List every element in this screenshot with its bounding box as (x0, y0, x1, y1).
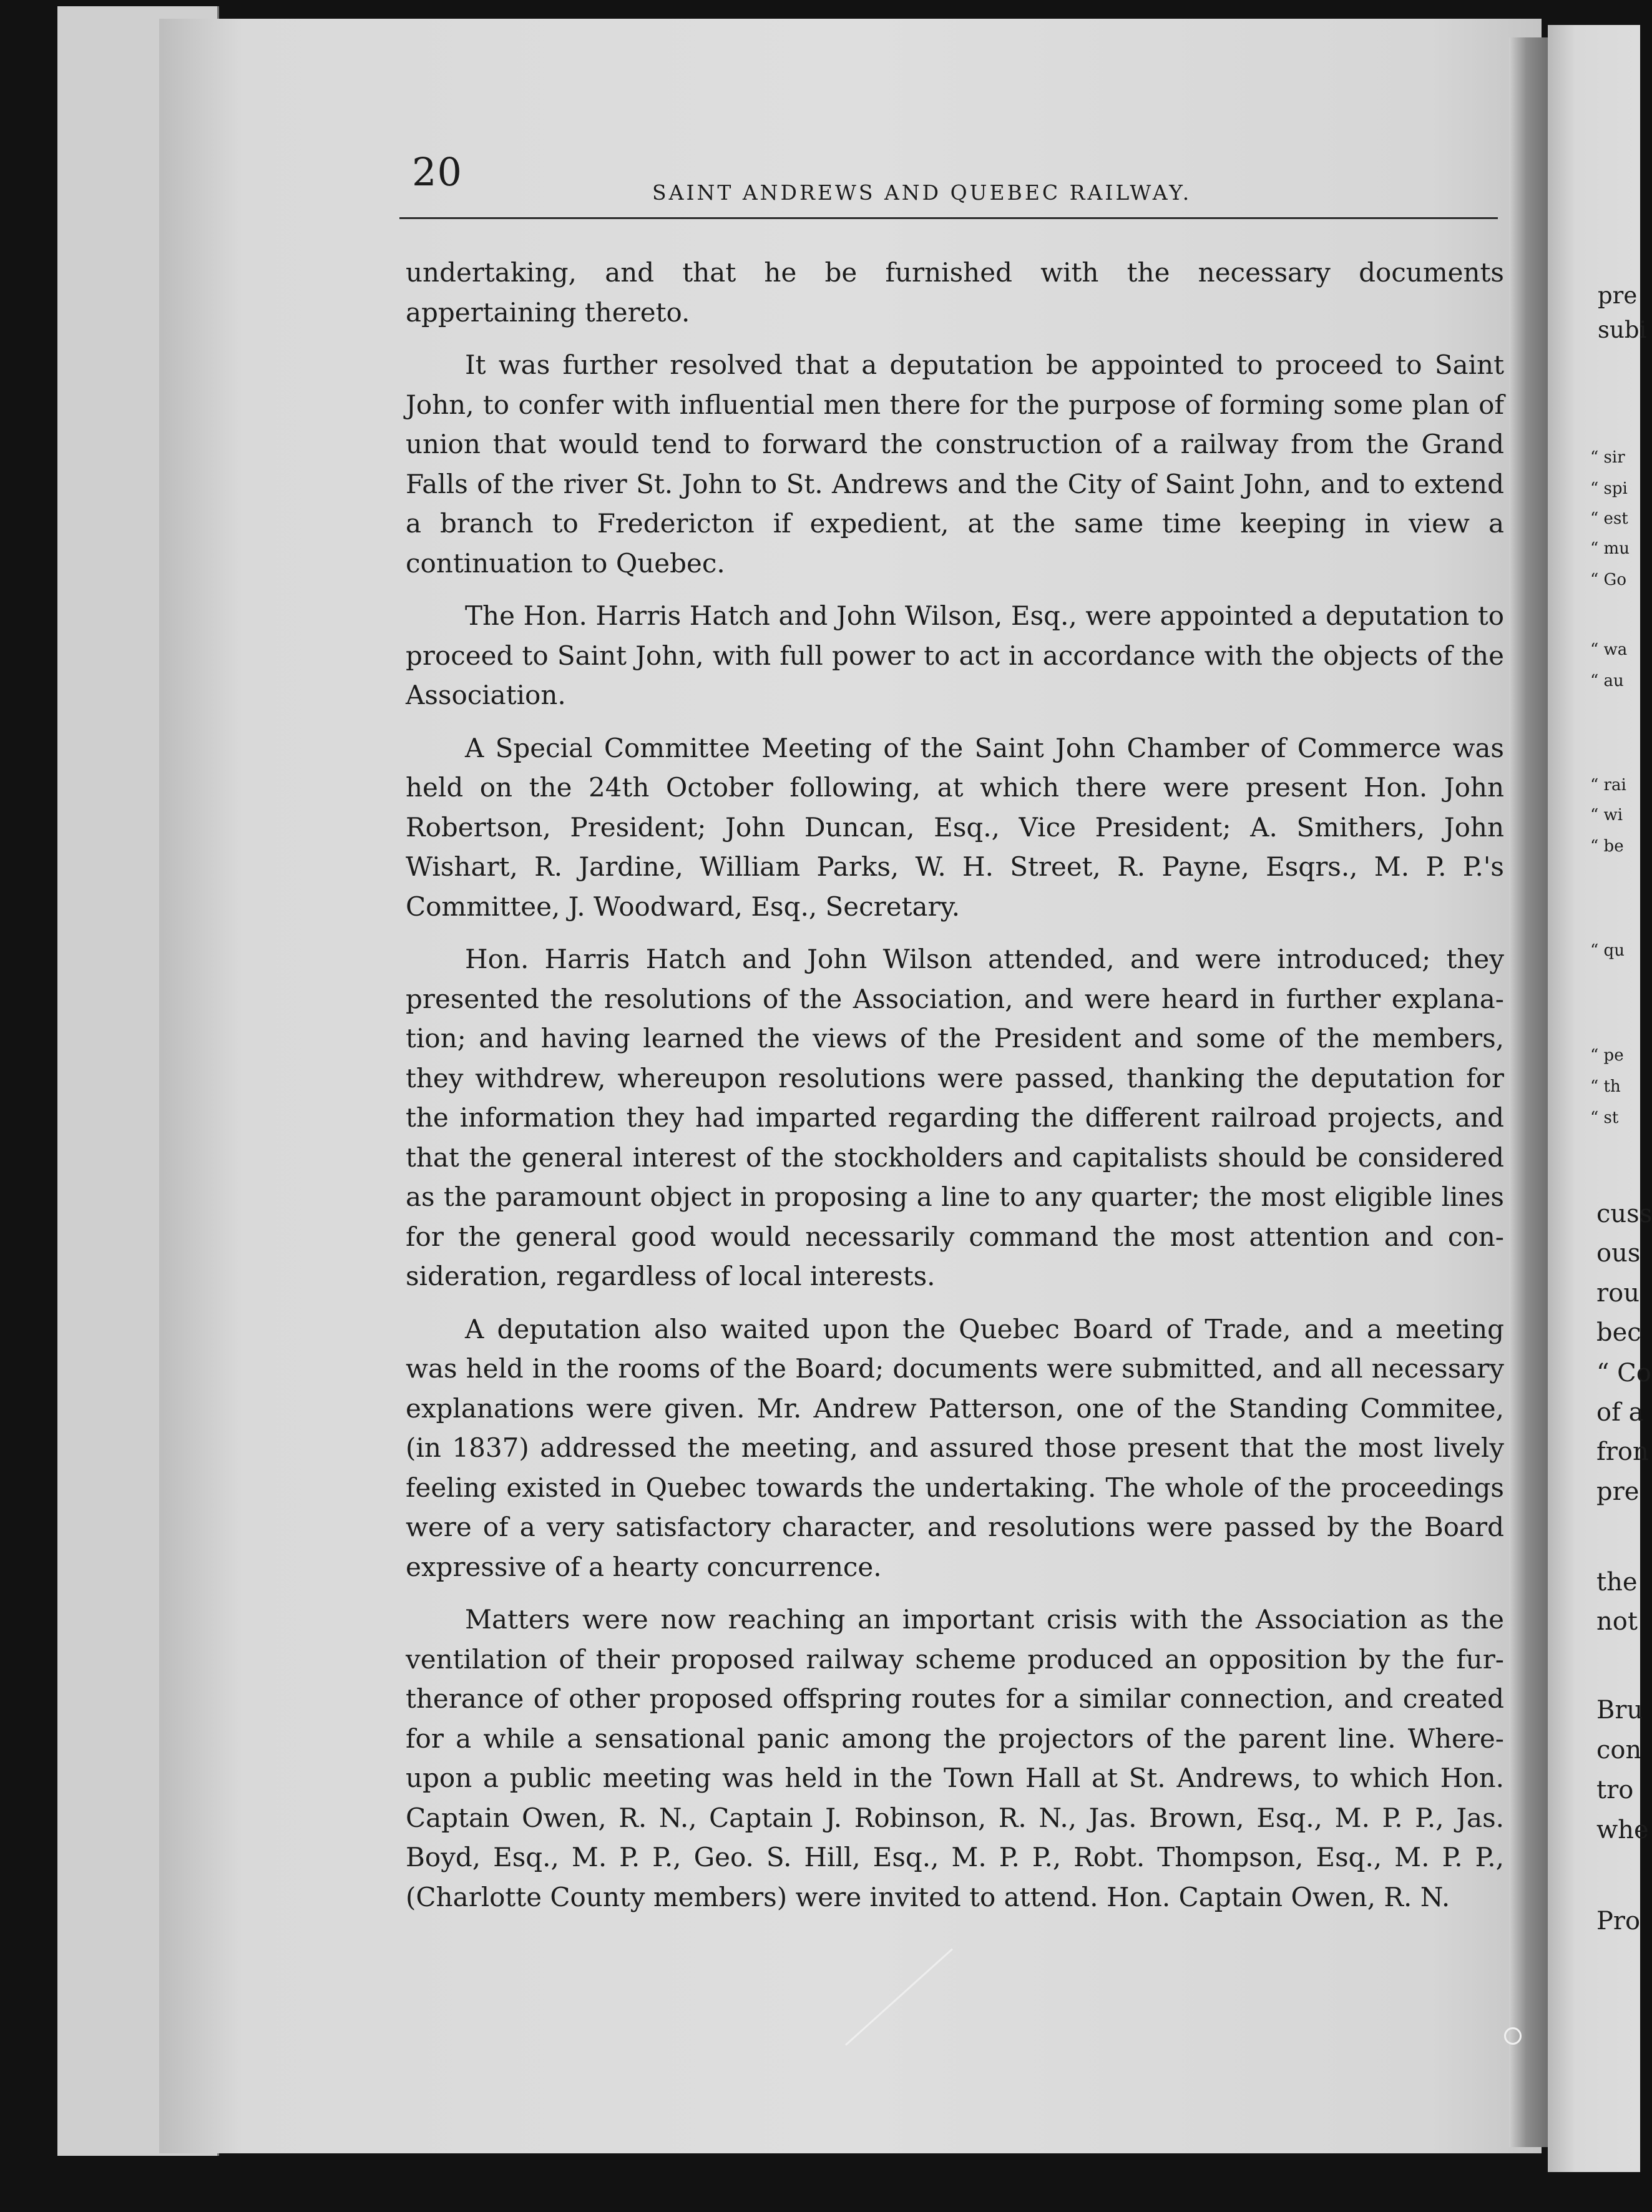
header-rule (399, 217, 1498, 219)
facing-page-fragment: “ au (1590, 672, 1624, 690)
facing-page-fragment: “ qu (1590, 941, 1625, 960)
paragraph: A Special Committee Meeting of the Saint John Chamber of Commerce was held on the 24th October following, at which there were present Hon. John Robertson, President; John Duncan, Esq., Vice President; A. Smithers, John Wishart, R. Jardine, William Parks, W. H. Street, R. Payne, Esqrs., M. P. P.'s Committee, J. Woodward, Esq., Secretary. (406, 732, 1504, 922)
facing-page-fragment: “ be (1590, 837, 1624, 856)
page-number: 20 (412, 149, 462, 195)
facing-page-fragment: Bru (1596, 1696, 1643, 1725)
paragraph: A deputation also waited upon the Quebec Board of Trade, and a meeting was held in the rooms of the Board; documents were submitted, and all necessary explanations were given. Mr. Andrew Patterson, one of the Standing Commitee, (in 1837) addressed the meeting, and assured those present that the most lively feeling existed in Quebec towards the undertaking. The whole of the proceedings were of a very satisfactory character, and resolutions were passed by the Board expressive of a hearty concurrence. (406, 1313, 1504, 1582)
facing-page-fragment: con (1596, 1736, 1642, 1764)
scan-speck (1504, 2027, 1522, 2045)
paragraph: Hon. Harris Hatch and John Wilson attended, and were introduced; they presented the resolutions of the Association, and were heard in further explanation; and having learned the views of the President and some of the members, they withdrew, whereupon resolutions were passed, thanking the deputation for the information they had imparted regarding the different railroad projects, and that the general interest of the stockholders and capitalists should be considered as the paramount object in proposing a line to any quarter; the most eligible lines for the general good would necessarily command the most attention and consideration, regardless of local interests. (406, 944, 1504, 1291)
facing-page-fragment: tro (1596, 1776, 1634, 1804)
facing-page-fragment: pre (1598, 282, 1638, 309)
facing-page-fragment: “ wa (1590, 640, 1628, 659)
facing-page-fragment: bec (1596, 1318, 1641, 1347)
facing-page-fragment: whe (1596, 1816, 1649, 1844)
facing-page-fragment: the (1596, 1568, 1638, 1597)
facing-page-fragment: not (1596, 1607, 1638, 1636)
facing-page-fragment: “ Co (1596, 1359, 1651, 1387)
body-text (406, 253, 1504, 1930)
facing-page-fragment: “ est (1590, 509, 1628, 528)
facing-page-fragment: “ th (1590, 1077, 1621, 1096)
facing-page-fragment: “ pe (1590, 1046, 1624, 1065)
facing-page-fragment: Pro (1596, 1907, 1641, 1936)
facing-page-fragment: “ mu (1590, 539, 1630, 558)
facing-page-fragment: “ st (1590, 1108, 1619, 1127)
facing-page-fragment: “ spi (1590, 479, 1628, 498)
facing-page-fragment: cuss (1596, 1200, 1652, 1228)
facing-page-fragment: “ sir (1590, 448, 1625, 467)
facing-page-fragment: fron (1596, 1437, 1649, 1466)
facing-page-fragment: ous (1596, 1239, 1641, 1268)
facing-page-fragment: “ rai (1590, 776, 1626, 795)
book-gutter (1509, 37, 1548, 2147)
facing-page-fragment: subi (1598, 316, 1647, 343)
paragraph: Matters were now reaching an important crisis with the Association as the ventilation of their proposed railway scheme produced an opposition by the furtherance of other proposed offspring routes for a similar connection, and created for a while a sensational panic among the projectors of the parent line. Whereupon a public meeting was held in the Town Hall at St. Andrews, to which Hon. Captain Owen, R. N., Captain J. Robinson, R. N., Jas. Brown, Esq., M. P. P., Jas. Boyd, Esq., M. P. P., Geo. S. Hill, Esq., M. P. P., Robt. Thompson, Esq., M. P. P., (Charlotte County members) were invited to attend. Hon. Captain Owen, R. N. (406, 1604, 1504, 1912)
facing-page-fragment: rou (1596, 1279, 1640, 1308)
facing-page-fragment: “ Go (1590, 570, 1626, 589)
facing-page-fragment: “ wi (1590, 806, 1623, 825)
paragraph: The Hon. Harris Hatch and John Wilson, Esq., were appointed a deputation to proceed to Saint John, with full power to act in accordance with the objects of the Association. (406, 600, 1504, 710)
running-head: SAINT ANDREWS AND QUEBEC RAILWAY. (652, 180, 1192, 205)
paragraph: undertaking, and that he be furnished with the necessary documents appertaining thereto. (406, 257, 1504, 328)
paragraph: It was further resolved that a deputation be appointed to proceed to Saint John, to confer with influential men there for the purpose of forming some plan of union that would tend to forward the construction of a railway from the Grand Falls of the river St. John to St. Andrews and the City of Saint John, and to extend a branch to Fredericton if expedient, at the same time keeping in view a continuation to Quebec. (406, 350, 1504, 579)
facing-page-fragment: of a (1596, 1398, 1644, 1427)
right-page (1548, 25, 1640, 2172)
facing-page-fragment: pre (1596, 1477, 1640, 1506)
